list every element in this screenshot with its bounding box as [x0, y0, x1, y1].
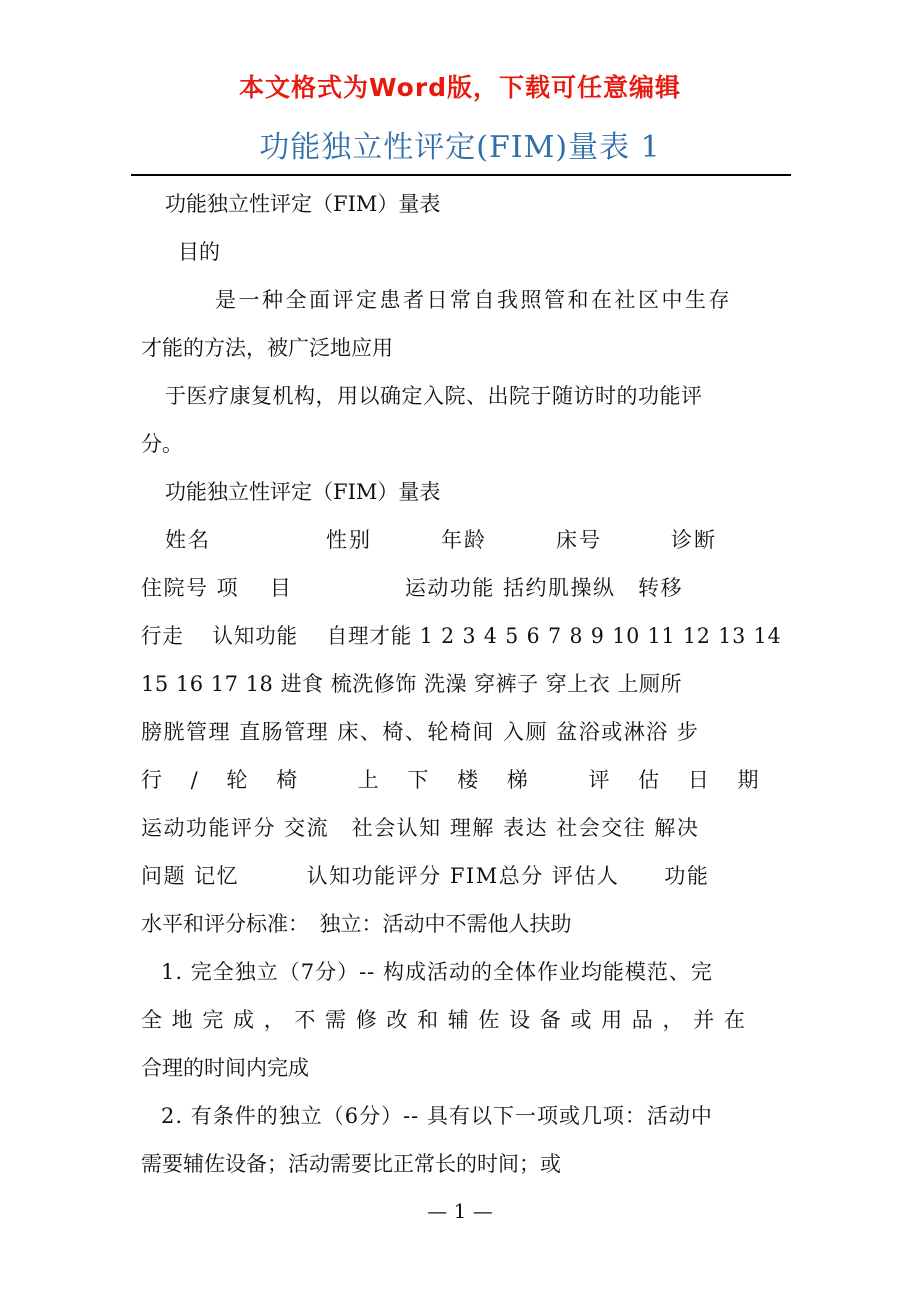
purpose-heading: 目的: [178, 240, 220, 264]
criteria-line: 1. 完全独立（7分）-- 构成活动的全体作业均能模范、完: [161, 960, 713, 984]
paragraph-line: 才能的方法，被广泛地应用: [141, 336, 393, 360]
form-line: 行 / 轮 椅 上 下 楼 梯 评 估 日 期: [141, 768, 770, 792]
form-line: 行走 认知功能 自理才能 1 2 3 4 5 6 7 8 9 10 11 12 13 14: [141, 624, 782, 648]
criteria-line: 全 地 完 成 ， 不 需 修 改 和 辅 佐 设 备 或 用 品 ， 并 在: [141, 1008, 747, 1032]
criteria-line: 合理的时间内完成: [141, 1056, 309, 1080]
form-line: 15 16 17 18 进食 梳洗修饰 洗澡 穿裤子 穿上衣 上厕所: [141, 672, 682, 696]
form-line: 住院号 项 目 运动功能 括约肌操纵 转移: [141, 576, 684, 600]
download-banner: 本文格式为Word版，下载可任意编辑: [238, 73, 682, 102]
title-divider: [131, 174, 791, 176]
paragraph-line: 于医疗康复机构，用以确定入院、出院于随访时的功能评: [165, 384, 703, 408]
form-line: 姓名 性别 年龄 床号 诊断: [165, 528, 717, 552]
section-heading: 功能独立性评定（FIM）量表: [165, 480, 441, 504]
paragraph-line: 分。: [141, 432, 183, 456]
paragraph-line: 是一种全面评定患者日常自我照管和在社区中生存: [215, 288, 732, 312]
form-line: 膀胱管理 直肠管理 床、椅、轮椅间 入厕 盆浴或淋浴 步: [141, 720, 700, 744]
criteria-line: 需要辅佐设备；活动需要比正常长的时间；或: [141, 1152, 561, 1176]
document-title: 功能独立性评定(FIM)量表 1: [259, 130, 661, 165]
form-line: 运动功能评分 交流 社会认知 理解 表达 社会交往 解决: [141, 816, 700, 840]
form-line: 水平和评分标准： 独立：活动中不需他人扶助: [141, 912, 572, 936]
criteria-line: 2. 有条件的独立（6分）-- 具有以下一项或几项：活动中: [161, 1104, 713, 1128]
page-number: — 1 —: [427, 1199, 493, 1223]
form-line: 问题 记忆 认知功能评分 FIM总分 评估人 功能: [141, 864, 710, 888]
section-heading: 功能独立性评定（FIM）量表: [165, 192, 441, 216]
